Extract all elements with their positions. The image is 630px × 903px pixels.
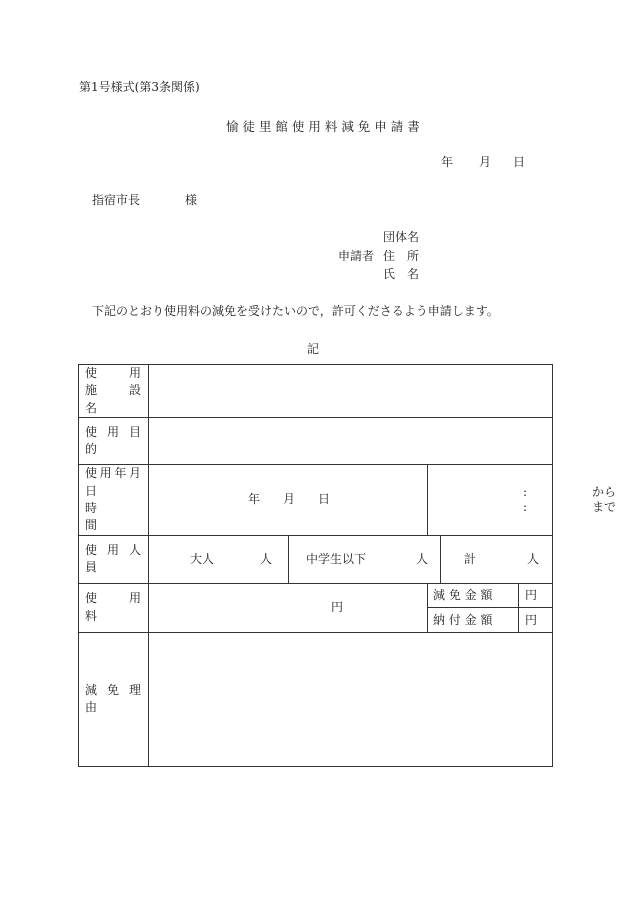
reduction-amount-label [428, 583, 519, 607]
adults-label: 大人 [190, 551, 215, 566]
date-day: 日 [513, 155, 526, 169]
addressee: 指宿市長 [92, 193, 141, 207]
applicant-address-label: 住 所 [383, 249, 420, 263]
fee-label-text: 使 用 料 [85, 591, 154, 623]
reduction-amount-text: 減 免 金 額 [433, 587, 493, 602]
facility-label-line2: 施 設 名 [85, 383, 154, 415]
total-count-input[interactable] [441, 535, 553, 583]
reason-label [79, 632, 149, 766]
reduction-yen-unit: 円 [525, 587, 538, 602]
payment-amount-label [428, 607, 519, 632]
applicant-group-name-label: 団体名 [383, 230, 420, 244]
time-until-label: まで [592, 500, 617, 515]
row-purpose [79, 418, 553, 465]
purpose-input[interactable] [149, 418, 553, 465]
form-number: 第1号様式(第3条関係) [79, 80, 200, 94]
fee-amount-input[interactable] [149, 583, 428, 632]
honorific: 様 [185, 193, 198, 207]
usage-day-label: 日 [318, 492, 331, 507]
payment-amount-input[interactable] [519, 607, 553, 632]
total-unit: 人 [527, 551, 540, 566]
purpose-label-text: 使 用 目 的 [85, 424, 141, 457]
junior-label: 中学生以下 [306, 551, 367, 566]
users-label-text: 使 用 人 員 [85, 542, 141, 575]
row-facility [79, 365, 553, 418]
facility-label-line1: 使 用 [85, 366, 141, 380]
row-fee-top [79, 583, 553, 607]
datetime-label [79, 465, 149, 536]
usage-month-label: 月 [283, 492, 296, 507]
purpose-label [79, 418, 149, 465]
facility-label [79, 365, 154, 418]
users-label [79, 535, 149, 583]
applicant-name-label: 氏 名 [383, 267, 420, 281]
applicant-role-label: 申請者 [338, 249, 375, 263]
ki-heading: 記 [307, 342, 320, 356]
date-year: 年 [441, 155, 454, 169]
row-reason [79, 632, 553, 766]
reduction-amount-input[interactable] [519, 583, 553, 607]
adults-unit: 人 [260, 551, 273, 566]
form-title: 愉 徒 里 館 使 用 料 減 免 申 請 書 [226, 119, 420, 134]
time-colon-start: : [523, 485, 528, 500]
datetime-label-line2: 時 間 [85, 500, 134, 533]
intro-text: 下記のとおり使用料の減免を受けたいので，許可くださるよう申請します。 [92, 304, 499, 318]
fee-yen-unit: 円 [331, 600, 344, 615]
payment-yen-unit: 円 [525, 612, 538, 627]
facility-input[interactable] [149, 365, 553, 418]
application-form-table [78, 364, 617, 767]
usage-date-input[interactable] [149, 465, 428, 536]
usage-year-label: 年 [248, 492, 261, 507]
datetime-label-line1: 使用年月日 [85, 466, 141, 498]
junior-unit: 人 [416, 551, 429, 566]
reason-label-text: 減 免 理 由 [85, 682, 141, 715]
date-month: 月 [479, 155, 492, 169]
adults-count-input[interactable] [149, 535, 289, 583]
payment-amount-text: 納 付 金 額 [433, 612, 493, 627]
time-colon-end: : [523, 500, 528, 515]
usage-time-input[interactable] [428, 465, 617, 536]
total-label: 計 [464, 551, 477, 566]
time-from-label: から [592, 485, 617, 500]
fee-label [79, 583, 154, 632]
row-datetime [79, 465, 553, 536]
row-users [79, 535, 553, 583]
reason-input[interactable] [149, 632, 553, 766]
junior-count-input[interactable] [289, 535, 441, 583]
